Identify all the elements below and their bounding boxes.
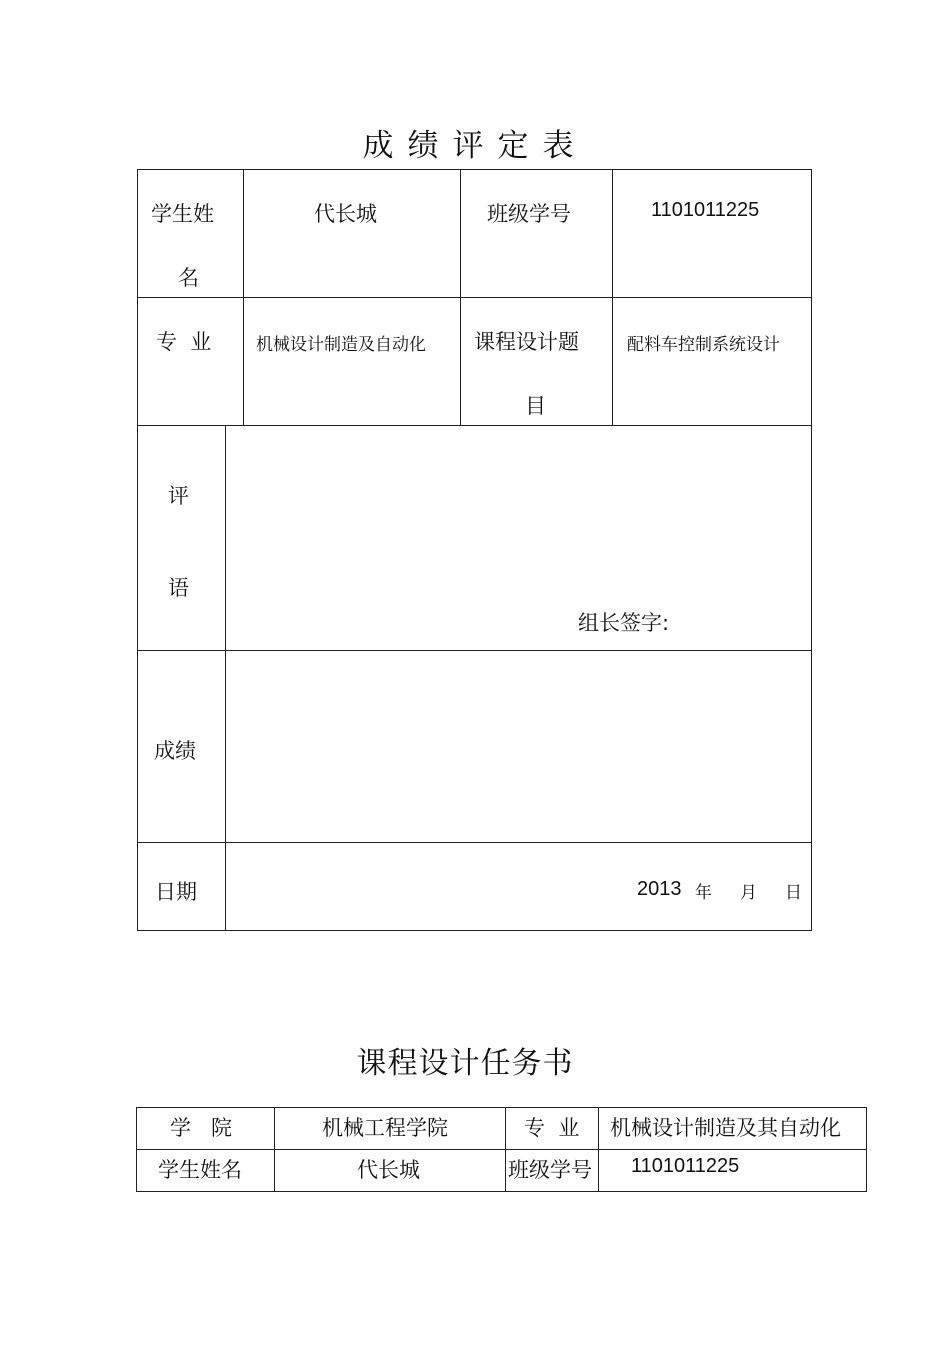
column-divider [243, 169, 244, 425]
topic-value: 配料车控制系统设计 [627, 335, 780, 355]
date-day-unit: 日 [785, 883, 802, 903]
grade-form-border [137, 169, 812, 931]
major-value: 机械设计制造及其自动化 [610, 1116, 841, 1140]
grade-form-title: 成绩评定表 [362, 128, 588, 164]
topic-label-cont: 目 [525, 394, 546, 418]
class-id-label: 班级学号 [487, 202, 571, 226]
date-month-unit: 月 [740, 883, 757, 903]
college-value: 机械工程学院 [322, 1116, 448, 1140]
row-divider [137, 650, 812, 651]
student-name-value: 代长城 [357, 1158, 420, 1182]
leader-sign-label: 组长签字: [578, 611, 670, 635]
column-divider [460, 169, 461, 425]
date-year: 2013 [637, 878, 682, 900]
column-divider [505, 1107, 506, 1192]
student-name-label: 学生姓名 [158, 1158, 242, 1182]
class-id-value: 1101011225 [631, 1155, 740, 1177]
student-name-label: 学生姓 [151, 202, 214, 226]
student-name-value: 代长城 [314, 202, 377, 226]
column-divider [274, 1107, 275, 1192]
column-divider [225, 425, 226, 931]
row-divider [136, 1149, 867, 1150]
major-label: 专 业 [156, 330, 212, 354]
topic-label: 课程设计题 [474, 330, 579, 354]
college-label: 学 院 [170, 1116, 233, 1140]
row-divider [137, 297, 812, 298]
grade-label: 成绩 [154, 739, 196, 763]
major-label: 专 业 [524, 1116, 580, 1140]
row-divider [137, 842, 812, 843]
column-divider [612, 169, 613, 425]
student-name-label-cont: 名 [178, 266, 199, 290]
row-divider [137, 425, 812, 426]
task-book-title: 课程设计任务书 [356, 1046, 574, 1081]
date-label: 日期 [155, 880, 197, 904]
date-year-unit: 年 [695, 883, 712, 903]
column-divider [598, 1107, 599, 1192]
class-id-value: 1101011225 [651, 199, 760, 221]
comment-label-1: 评 [168, 484, 189, 508]
comment-label-2: 语 [168, 576, 189, 600]
major-value: 机械设计制造及自动化 [256, 335, 426, 355]
class-id-label: 班级学号 [508, 1158, 592, 1182]
